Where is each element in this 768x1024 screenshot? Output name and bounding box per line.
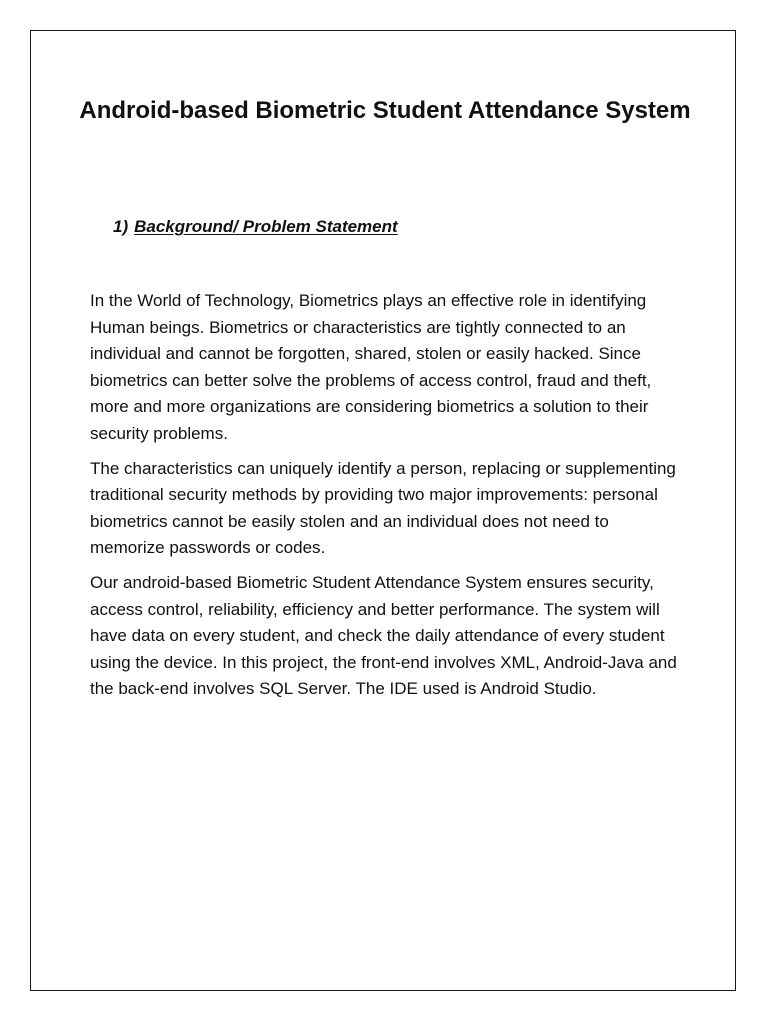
paragraph: The characteristics can uniquely identify a person, replacing or supplementing traditional security methods by providing two major improvements: personal biometrics cannot be easily stolen and an individual does not need to memorize passwords or codes. — [90, 458, 676, 558]
body-text — [90, 288, 680, 711]
document-title: Android-based Biometric Student Attendance System — [79, 97, 691, 124]
paragraph: Our android-based Biometric Student Attendance System ensures security, access control, reliability, efficiency and better performance. The system will have data on every student, and check the daily attendance of every student using the device. In this project, the front-end involves XML, Android-Java and the back-end involves SQL Server. The IDE used is Android Studio. — [90, 572, 677, 699]
section-heading-label: Background/ Problem Statement — [134, 217, 398, 236]
paragraph: In the World of Technology, Biometrics plays an effective role in identifying Human beings. Biometrics or characteristics are tightly connected to an individual and cannot be forgotten, shared, stolen or easily hacked. Since biometrics can better solve the problems of access control, fraud and theft, more and more organizations are considering biometrics a solution to their security problems. — [90, 291, 652, 443]
section-heading — [113, 216, 398, 238]
section-number: 1) — [113, 217, 129, 236]
